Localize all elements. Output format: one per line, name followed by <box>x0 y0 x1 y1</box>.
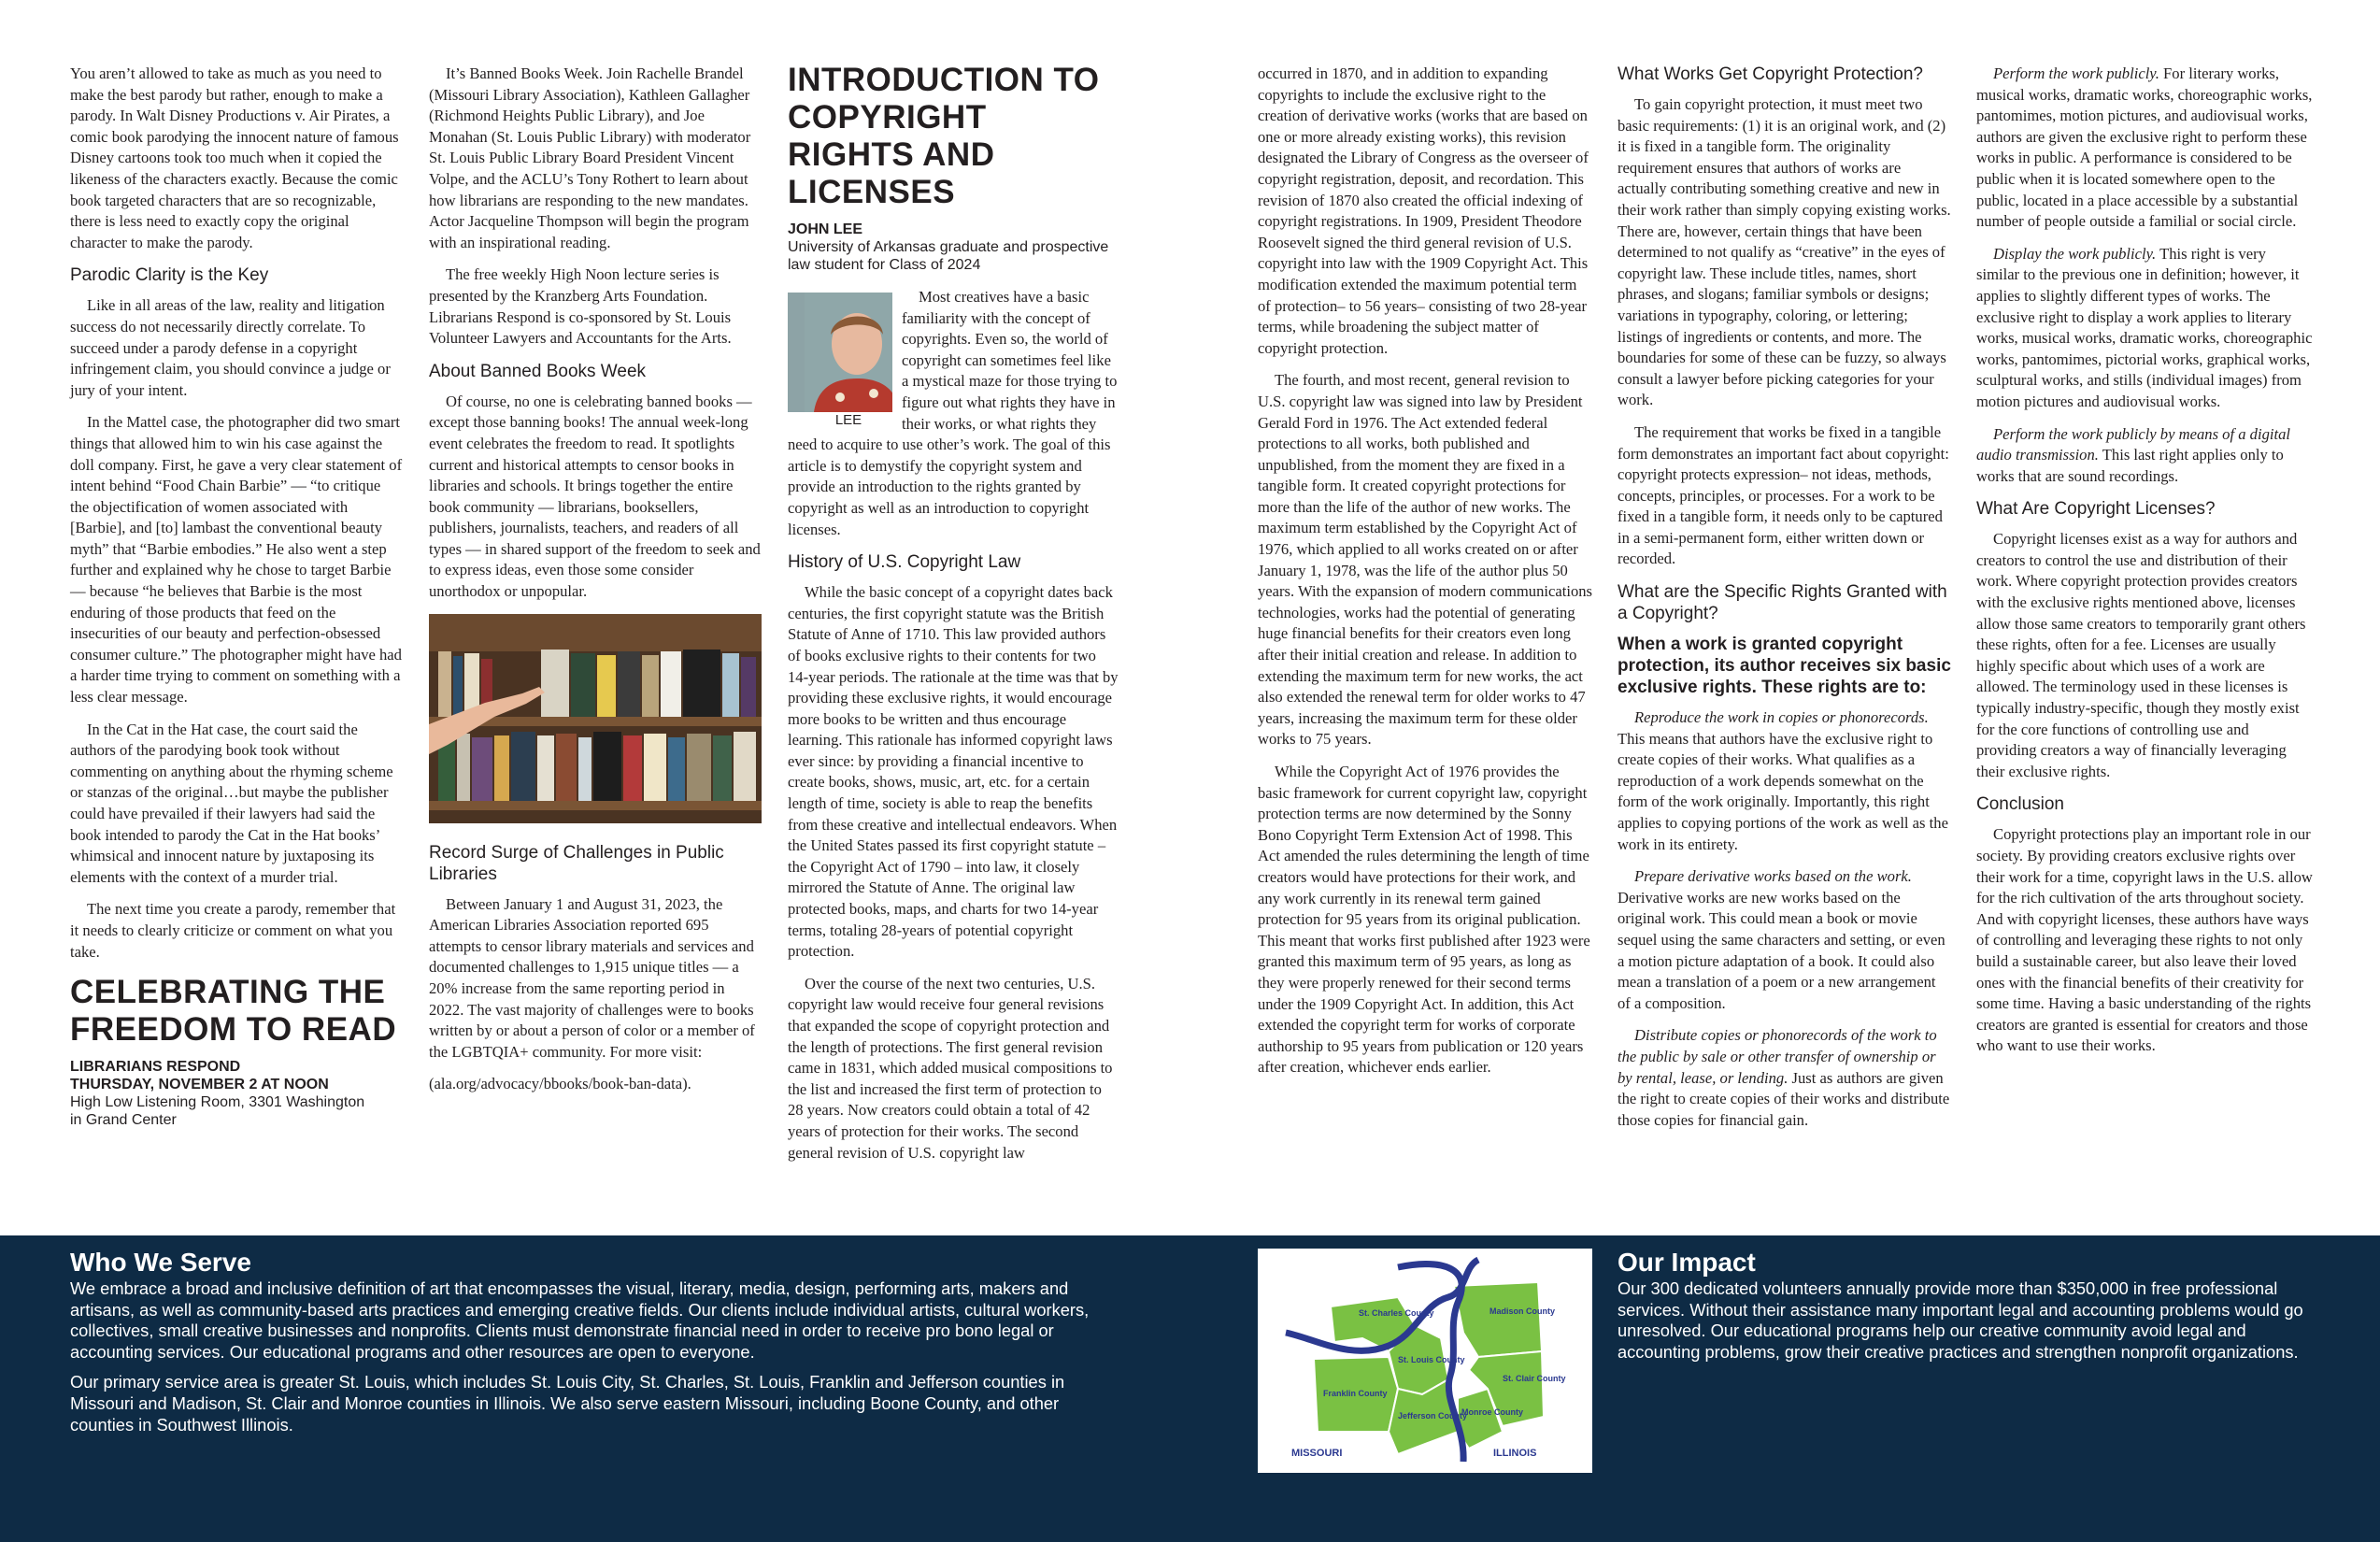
map-label-st-louis: St. Louis County <box>1398 1355 1465 1364</box>
column-3 <box>788 62 1120 1175</box>
banned-books-paragraph-4: Between January 1 and August 31, 2023, the American Libraries Association reported 695 attempts to censor library materials and services and documented challenges to 1,915 unique titles — a 20% increase from the same reporting period in 2022. The vast majority of challenges were to books written by or about a person of color or a member of the LGBTQIA+ community. For more visit: <box>429 894 755 1061</box>
right-perform-title: Perform the work publicly. <box>1993 64 2159 82</box>
event-date: THURSDAY, NOVEMBER 2 AT NOON <box>70 1077 329 1093</box>
section-heading-what-works: What Works Get Copyright Protection? <box>1618 64 1923 84</box>
right-reproduce <box>1618 707 1952 855</box>
works-paragraph-1: To gain copyright protection, it must meet two basic requirements: (1) it is an original work, and (2) it is fixed in a tangible form. The originality requirement ensures that authors of works are actually contributing something creative and new in their work rather than simply copying existing works. There are, however, certain things that have been determined to not qualify as “creative” in the eyes of copyright law. These include titles, names, short phrases, and slogans; familiar symbols or designs; variations in typography, coloring, or lettering; listings of ingredients or contents, and more. The boundaries for some of these can be fuzzy, so always consult a lawyer before picking categories for your work. <box>1618 95 1951 409</box>
right-distribute-body: Just as authors are given the right to create copies of their works and distribute those copies for financial gain. <box>1618 1068 1950 1129</box>
column-2 <box>429 64 762 1107</box>
who-we-serve-section <box>70 1247 1126 1445</box>
our-impact-heading: Our Impact <box>1618 1248 1756 1277</box>
footer-band <box>0 1235 2380 1542</box>
service-area-map <box>1258 1249 1592 1473</box>
event-venue-line-2: in Grand Center <box>70 1112 177 1129</box>
works-paragraph-2: The requirement that works be fixed in a tangible form demonstrates an important fact about copyright: copyright protects expression– not ideas, methods, concepts, principles, or processes. For a work to be fixed in a tangible form, it needs only to be captured in a semi-permanent form, either written down or recorded. <box>1618 422 1949 568</box>
history-paragraph-5: While the Copyright Act of 1976 provides the basic framework for current copyright law, copyright protection terms are now determined by the Sonny Bono Copyright Term Extension Act of 1998. This Act amended the rules determining the length of time creators would have protections for their work, and any work currently in its renewal term gained protection for 95 years from its original publication. This meant that works first published after 1923 were granted this maximum term of 95 years, as long as they were properly renewed for their second terms under the 1909 Copyright Act. In addition, this Act extended the copyright term for works of corporate authorship to 95 years from publication or 120 years after creation, whichever ends earlier. <box>1258 763 1590 1077</box>
right-display-title: Display the work publicly. <box>1993 244 2157 263</box>
article-byline <box>788 221 1120 274</box>
history-paragraph-2: Over the course of the next two centuries, U.S. copyright law would receive four general revisions that expanded the scope of copyright protection and the length of protections. The first general revision came in 1831, which added musical compositions to the list and increased the first term of protection to 28 years. Now creators could obtain a total of 42 years of protection for their works. The second general revision of U.S. copyright law <box>788 974 1113 1162</box>
section-heading-specific-rights: What are the Specific Rights Granted with a Copyright? <box>1618 582 1947 624</box>
map-label-st-clair: St. Clair County <box>1503 1374 1566 1383</box>
right-distribute-title: Distribute copies or phonorecords of the work to the public by sale or other transfer of ownership or by rental, lease, or lending. <box>1618 1026 1937 1087</box>
right-reproduce-title: Reproduce the work in copies or phonorecords. <box>1634 708 1929 727</box>
article-title: INTRODUCTION TO COPYRIGHT RIGHTS AND LICENSES <box>788 62 1100 210</box>
right-display <box>1976 244 2313 413</box>
history-paragraph-3: occurred in 1870, and in addition to expanding copyrights to include the exclusive right to the creation of derivative works (works that are based on one or more already existing works), this revision designated the Library of Congress as the overseer of copyright registration, deposit, and recordation. This revision of 1870 also created the official indexing of copyright registrations. In 1909, President Theodore Roosevelt signed the third general revision of U.S. copyright into law with the 1909 Copyright Act. This modification extended the maximum potential term of protection– to 56 years– consisting of two 28-year terms, while broadening the subject matter of copyright protection. <box>1258 64 1589 357</box>
bookshelf-photo <box>429 614 762 823</box>
right-derivative-title: Prepare derivative works based on the work. <box>1634 867 1912 886</box>
intro-paragraph <box>788 287 1120 540</box>
our-impact-paragraph: Our 300 dedicated volunteers annually provide more than $350,000 in free professional services. Without their assistance many important legal and accounting problems would go unresolved. Our educational programs help our creative community avoid legal and accounting problems, grow their creative practices and strengthen nonprofit organizations. <box>1618 1278 2303 1362</box>
author-description: University of Arkansas graduate and prospective law student for Class of 2024 <box>788 239 1109 273</box>
author-photo <box>788 293 892 429</box>
parody-paragraph-1: You aren’t allowed to take as much as you need to make the best parody but rather, enough to make a parody. In Walt Disney Productions v. Air Pirates, a comic book parodying the innocent nature of famous Disney cartoons took too much when it copied the likeness of the characters exactly. Because the comic book targeted characters that are so recognizable, there is less need to exactly copy the original character to make the parody. <box>70 64 399 251</box>
parody-paragraph-2: Like in all areas of the law, reality and litigation success do not necessarily directly correlate. To succeed under a parody defense in a copyright infringement claim, you should convince a judge or jury of your intent. <box>70 296 391 399</box>
intro-text: Most creatives have a basic familiarity with the concept of copyrights. Even so, the world of copyright can sometimes feel like a mystical maze for those trying to figure out what rights they have in their works, or what rights they need to acquire to use other’s work. The goal of this article is to demystify the copyright system and provide an introduction to the rights granted by copyright as well as an introduction to copyright licenses. <box>788 288 1118 538</box>
map-label-illinois: ILLINOIS <box>1493 1448 1537 1459</box>
event-venue-line-1: High Low Listening Room, 3301 Washington <box>70 1094 365 1111</box>
banned-books-paragraph-1: It’s Banned Books Week. Join Rachelle Brandel (Missouri Library Association), Kathleen Gallagher (Richmond Heights Public Library), and Joe Monahan (St. Louis Public Library) with moderator St. Louis Public Library Board President Vincent Volpe, and the ACLU’s Tony Rothert to learn about how librarians are responding to the new mandates. Actor Jacqueline Thompson will begin the program with an inspirational reading. <box>429 64 751 251</box>
section-heading-parodic-clarity: Parodic Clarity is the Key <box>70 265 269 286</box>
ala-link-text: (ala.org/advocacy/bbooks/book-ban-data). <box>429 1075 691 1093</box>
section-heading-conclusion: Conclusion <box>1976 794 2064 815</box>
celebrating-freedom-heading: CELEBRATING THE FREEDOM TO READ <box>70 974 397 1049</box>
right-derivative <box>1618 866 1952 1014</box>
history-paragraph-4: The fourth, and most recent, general revision to U.S. copyright law was signed into law by President Gerald Ford in 1976. The Act extended federal protections to all works, both published and unpublished, from the moment they are fixed in a tangible form. It created copyright protections for more than the life of the author of new works. The maximum term established by the Copyright Act of 1976, which applied to all works created on or after January 1, 1978, was the life of the author plus 50 years. With the expansion of modern communications technologies, works had the potential of generating huge financial benefits for their creators even long after their initial creation and release. In addition to extending the maximum term for new works, the act also extended the renewal term for older works to 47 years, increasing the maximum term for these older works to 75 years. <box>1258 371 1593 749</box>
right-reproduce-body: This means that authors have the exclusive right to create copies of their works. What qualifies as a reproduction of a work depends somewhat on the form of the work originally. Importantly, this right applies to copying portions of the work as well as the work in its entirety. <box>1618 729 1948 853</box>
rights-intro-heading: When a work is granted copyright protection, its author receives six basic exclusive rights. These rights are to: <box>1618 635 1951 698</box>
right-digital-audio <box>1976 424 2313 488</box>
right-perform <box>1976 64 2313 233</box>
our-impact-section <box>1618 1247 2309 1372</box>
bookshelf-illustration <box>429 614 762 823</box>
parody-paragraph-4: In the Cat in the Hat case, the court said the authors of the parodying book took without commenting on anything about the rhyming scheme or stanzas of the original…but maybe the publisher could have prevailed if their lawyers had said the book intended to parody the Cat in the Hat books’ whimsical and innocent nature by juxtaposing its elements with the context of a murder trial. <box>70 720 393 886</box>
section-heading-history: History of U.S. Copyright Law <box>788 552 1021 573</box>
right-display-body: This right is very similar to the previous one in definition; however, it applies to slightly different types of works. The exclusive right to display a work applies to literary works, musical works, dramatic works, choreographic works, pantomimes, pictorial works, graphical works, sculptural works, and stills (individual images) from motion pictures and audiovisual works. <box>1976 244 2313 410</box>
column-1 <box>70 64 403 1129</box>
portrait-image <box>805 293 892 412</box>
column-6 <box>1976 64 2313 1068</box>
right-perform-body: For literary works, musical works, dramatic works, choreographic works, pantomimes, motion pictures, and audiovisual works, authors are given the exclusive right to perform these works in public. A performance is considered to be public when it is located somewhere open to the public, located in a place accessible by a substantial number of people outside a familial or social circle. <box>1976 64 2313 231</box>
service-area-map-graphic <box>1258 1249 1592 1473</box>
event-organizer: LIBRARIANS RESPOND <box>70 1059 241 1076</box>
parody-paragraph-3: In the Mattel case, the photographer did two smart things that allowed him to win his case against the doll company. First, he gave a very clear statement of intent behind “Food Chain Barbie” — “to critique the objectification of women associated with [Barbie], and [to] lambast the conventional beauty myth” that “Barbie embodies.” He also went a step further and explained why he chose to target Barbie — because “he believes that Barbie is the most enduring of those products that feed on the insecurities of our beauty and perfection-obsessed consumer culture.” The photographer might have had a harder time trying to comment on something with a less clear message. <box>70 413 403 707</box>
parody-paragraph-5: The next time you create a parody, remember that it needs to clearly criticize or comment on what you take. <box>70 900 396 961</box>
who-we-serve-heading: Who We Serve <box>70 1248 251 1277</box>
map-label-missouri: MISSOURI <box>1291 1448 1343 1459</box>
event-details <box>70 1058 403 1129</box>
banned-books-paragraph-3: Of course, no one is celebrating banned books — except those banning books! The annual week-long event celebrates the freedom to read. It spotlights current and historical attempts to censor books in libraries and schools. It brings together the entire book community — librarians, booksellers, publishers, journalists, teachers, and readers of all types — in shared support of the freedom to seek and to express ideas, even those some consider unorthodox or unpopular. <box>429 392 761 601</box>
map-label-monroe: Monroe County <box>1461 1407 1523 1417</box>
section-heading-about-banned-books: About Banned Books Week <box>429 361 647 381</box>
map-label-jefferson: Jefferson County <box>1398 1411 1468 1421</box>
conclusion-paragraph: Copyright protections play an important role in our society. By providing creators exclusive rights over their work for a time, copyright laws in the U.S. allow for the rich cultivation of the arts throughout society. And with copyright licenses, these authors have ways of controlling and leveraging these rights to not only build a sustainable career, but also leave their loved ones with the financial benefits of their creativity for some time. Having a basic understanding of the rights creators are granted is essential for creators and those who want to use their works. <box>1976 825 2313 1055</box>
section-heading-licenses: What Are Copyright Licenses? <box>1976 499 2216 520</box>
licenses-paragraph: Copyright licenses exist as a way for authors and creators to control the use and distribution of their work. Where copyright protection provides creators with the exclusive rights mentioned above, licenses allow those same creators to temporarily grant others these rights, often for a fee. Licenses are usually highly specific about which uses of a work are allowed. The terminology used in these licenses is typically industry-specific, though they mostly exist for the core functions of controlling use and providing creators a way of financially leveraging their exclusive rights. <box>1976 530 2306 780</box>
right-distribute <box>1618 1025 1952 1131</box>
map-label-madison: Madison County <box>1489 1306 1555 1316</box>
history-paragraph-1: While the basic concept of a copyright dates back centuries, the first copyright statute was the British Statute of Anne of 1710. This law provided authors of books exclusive rights to their contents for two 14-year periods. The rationale at the time was that by providing these exclusive rights, it would encourage more books to be written and thus encourage learning. This rationale has informed copyright laws ever since: by providing a financial incentive to create books, shows, music, art, etc. for a certain length of time, society is able to reap the benefits from these creative and intellectual endeavors. When the United States passed its first copyright statute – the Copyright Act of 1790 – into law, it closely mirrored the Statute of Anne. The original law protected books, maps, and charts for two 14-year terms, totaling 28-years of potential copyright protection. <box>788 583 1119 961</box>
photo-caption: LEE <box>834 412 862 428</box>
who-we-serve-paragraph-1: We embrace a broad and inclusive definition of art that encompasses the visual, literary, media, design, performing arts, makers and artisans, as well as community-based arts practices and emerging creative fields. Our clients include individual artists, cultural workers, collectives, small creative businesses and nonprofits. Clients must demonstrate financial need in order to receive pro bono legal or accounting services. Our educational programs and other resources are open to everyone. <box>70 1278 1090 1362</box>
right-digital-audio-title: Perform the work publicly by means of a digital audio transmission. <box>1976 424 2291 464</box>
map-label-st-charles: St. Charles County <box>1359 1308 1434 1318</box>
map-label-franklin: Franklin County <box>1323 1389 1388 1398</box>
author-name: JOHN LEE <box>788 221 863 237</box>
column-5 <box>1618 64 1952 1142</box>
who-we-serve-paragraph-2: Our primary service area is greater St. Louis, which includes St. Louis City, St. Charles, St. Louis, Franklin and Jefferson counties in Missouri and Madison, St. Clair and Monroe counties in Illinois. We also serve eastern Missouri, including Boone County, and other counties in Southwest Illinois. <box>70 1372 1065 1435</box>
right-derivative-body: Derivative works are new works based on the original work. This could mean a book or movie sequel using the same characters and setting, or even a motion picture adaptation of a book. It could also mean a translation of a poem or a new arrangement of a composition. <box>1618 888 1945 1012</box>
column-4 <box>1258 64 1592 1090</box>
section-heading-record-surge: Record Surge of Challenges in Public Libraries <box>429 842 724 884</box>
right-digital-audio-body: This last right applies only to works that are sound recordings. <box>1976 446 2284 485</box>
banned-books-paragraph-2: The free weekly High Noon lecture series is presented by the Kranzberg Arts Foundation. Librarians Respond is co-sponsored by St. Louis Volunteer Lawyers and Accountants for the Arts. <box>429 265 732 348</box>
